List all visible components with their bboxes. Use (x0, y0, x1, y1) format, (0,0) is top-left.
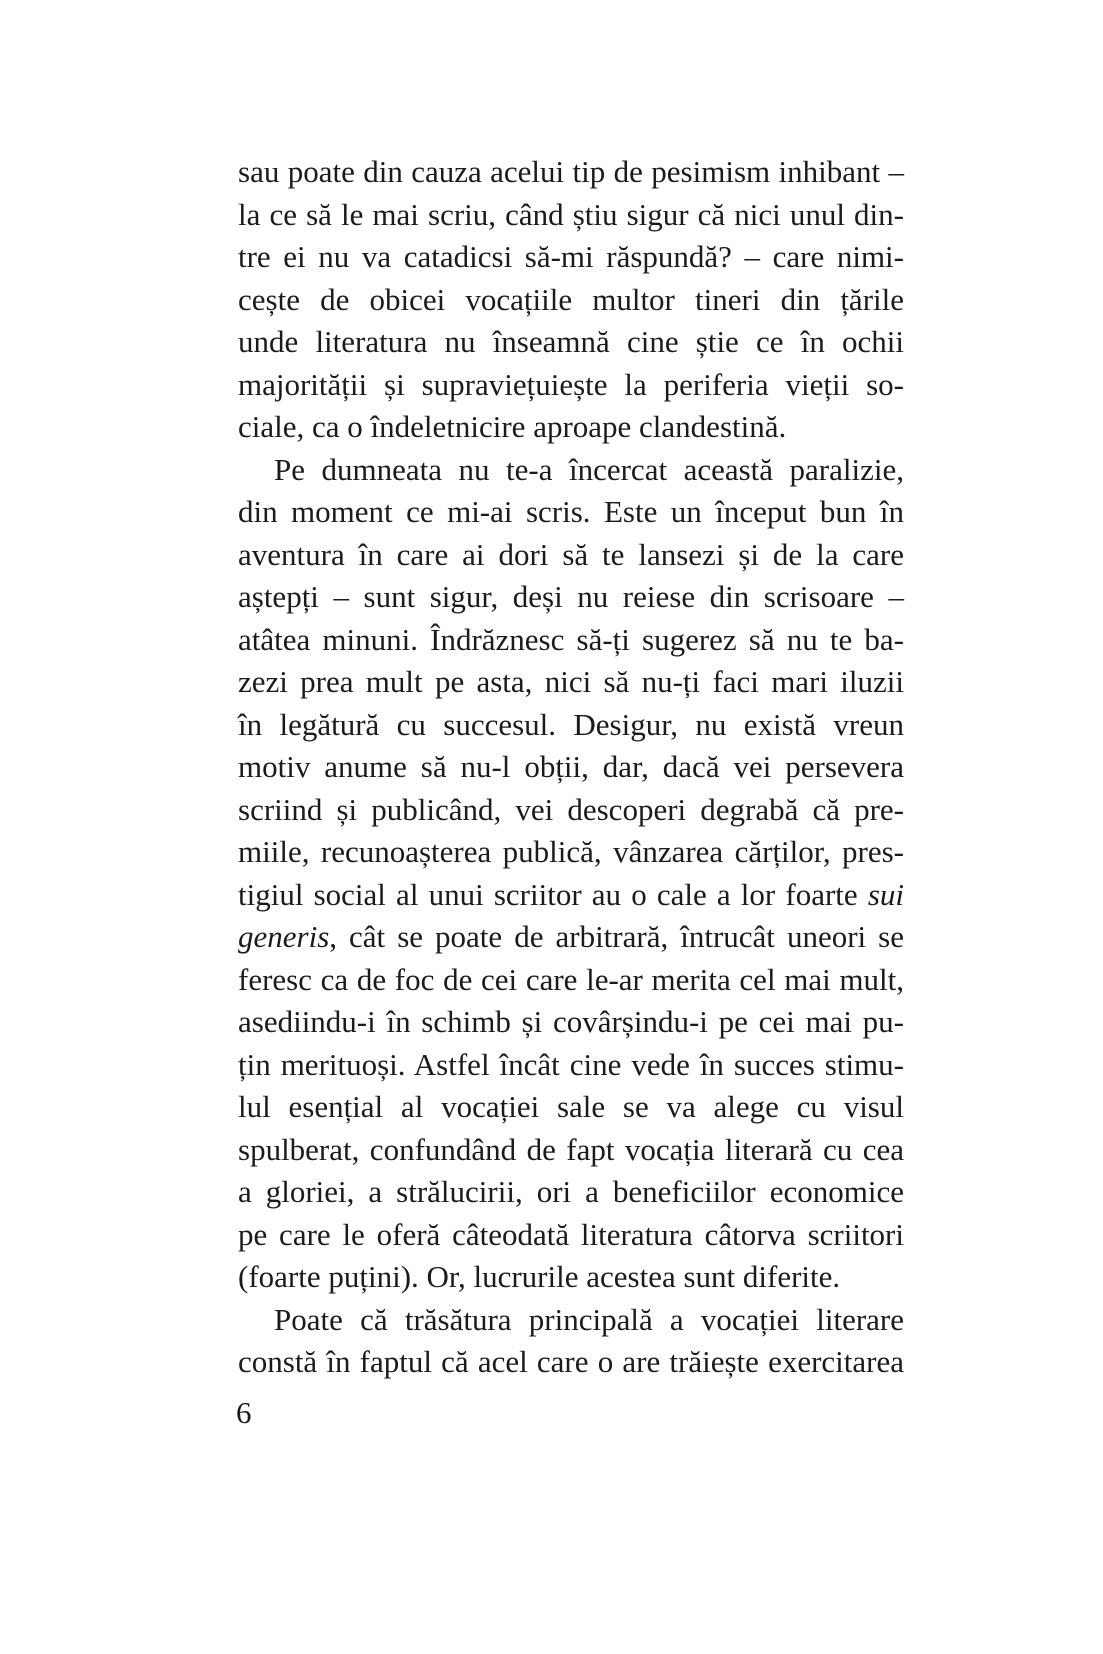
text-line: unde literatura nu înseamnă cine știe ce în ochii (238, 324, 904, 359)
italic-phrase: sui (867, 876, 904, 912)
text-line: a gloriei, a strălucirii, ori a beneficiilor economice (238, 1174, 904, 1209)
text-line: majorității și supraviețuiește la periferia vieții so- (238, 366, 904, 402)
text-line: miile, recunoașterea publică, vânzarea cărților, pres- (238, 834, 904, 869)
text-line: țin merituoși. Astfel încât cine vede în succes stimu- (238, 1046, 904, 1082)
text-line: Poate că trăsătura principală a vocației literare (274, 1301, 904, 1337)
text-line: tre ei nu va catadicsi să-mi răspundă? – care nimi- (238, 239, 904, 274)
text-line: spulberat, confundând de fapt vocația literară cu cea (238, 1131, 904, 1167)
text-line: în legătură cu succesul. Desigur, nu există vreun (238, 706, 904, 742)
text-line: atâtea minuni. Îndrăznesc să-ți sugerez să nu te ba- (238, 621, 904, 657)
text-line: generis, cât se poate de arbitrară, întrucât uneori se (238, 919, 904, 954)
text-line: la ce să le mai scriu, când știu sigur că nici unul din- (238, 196, 904, 232)
text-line: Pe dumneata nu te-a încercat această paralizie, (274, 451, 904, 487)
text-line: feresc ca de foc de cei care le-ar merita cel mai mult, (238, 961, 904, 997)
text-line: asediindu-i în schimb și covârșindu-i pe cei mai pu- (238, 1004, 904, 1039)
text-line: pe care le oferă câteodată literatura câtorva scriitori (238, 1216, 904, 1252)
text-line: scriind și publicând, vei descoperi degrabă că pre- (238, 791, 904, 827)
text-line: lul esențial al vocației sale se va alege cu visul (238, 1089, 904, 1124)
text-line: motiv anume să nu-l obții, dar, dacă vei persevera (238, 749, 904, 784)
text-line: sau poate din cauza acelui tip de pesimism inhibant – (238, 154, 904, 189)
text-line: tigiul social al unui scriitor au o cale a lor foarte sui (238, 876, 904, 912)
text-line: (foarte puțini). Or, lucrurile acestea sunt diferite. (238, 1259, 841, 1294)
text-line: aștepți – sunt sigur, deși nu reiese din scrisoare – (238, 579, 904, 614)
text-line: din moment ce mi-ai scris. Este un început bun în (238, 494, 904, 529)
italic-phrase: generis (238, 919, 330, 954)
body-text (238, 151, 904, 1384)
text-line: cește de obicei vocațiile multor tineri din țările (238, 281, 904, 317)
text-line: aventura în care ai dori să te lansezi și de la care (238, 536, 904, 572)
text-line: zezi prea mult pe asta, nici să nu-ți faci mari iluzii (238, 664, 904, 699)
text-line: constă în faptul că acel care o are trăiește exercitarea (238, 1344, 904, 1379)
page-number: 6 (236, 1395, 252, 1430)
text-line: ciale, ca o îndeletnicire aproape clandestină. (238, 409, 787, 444)
